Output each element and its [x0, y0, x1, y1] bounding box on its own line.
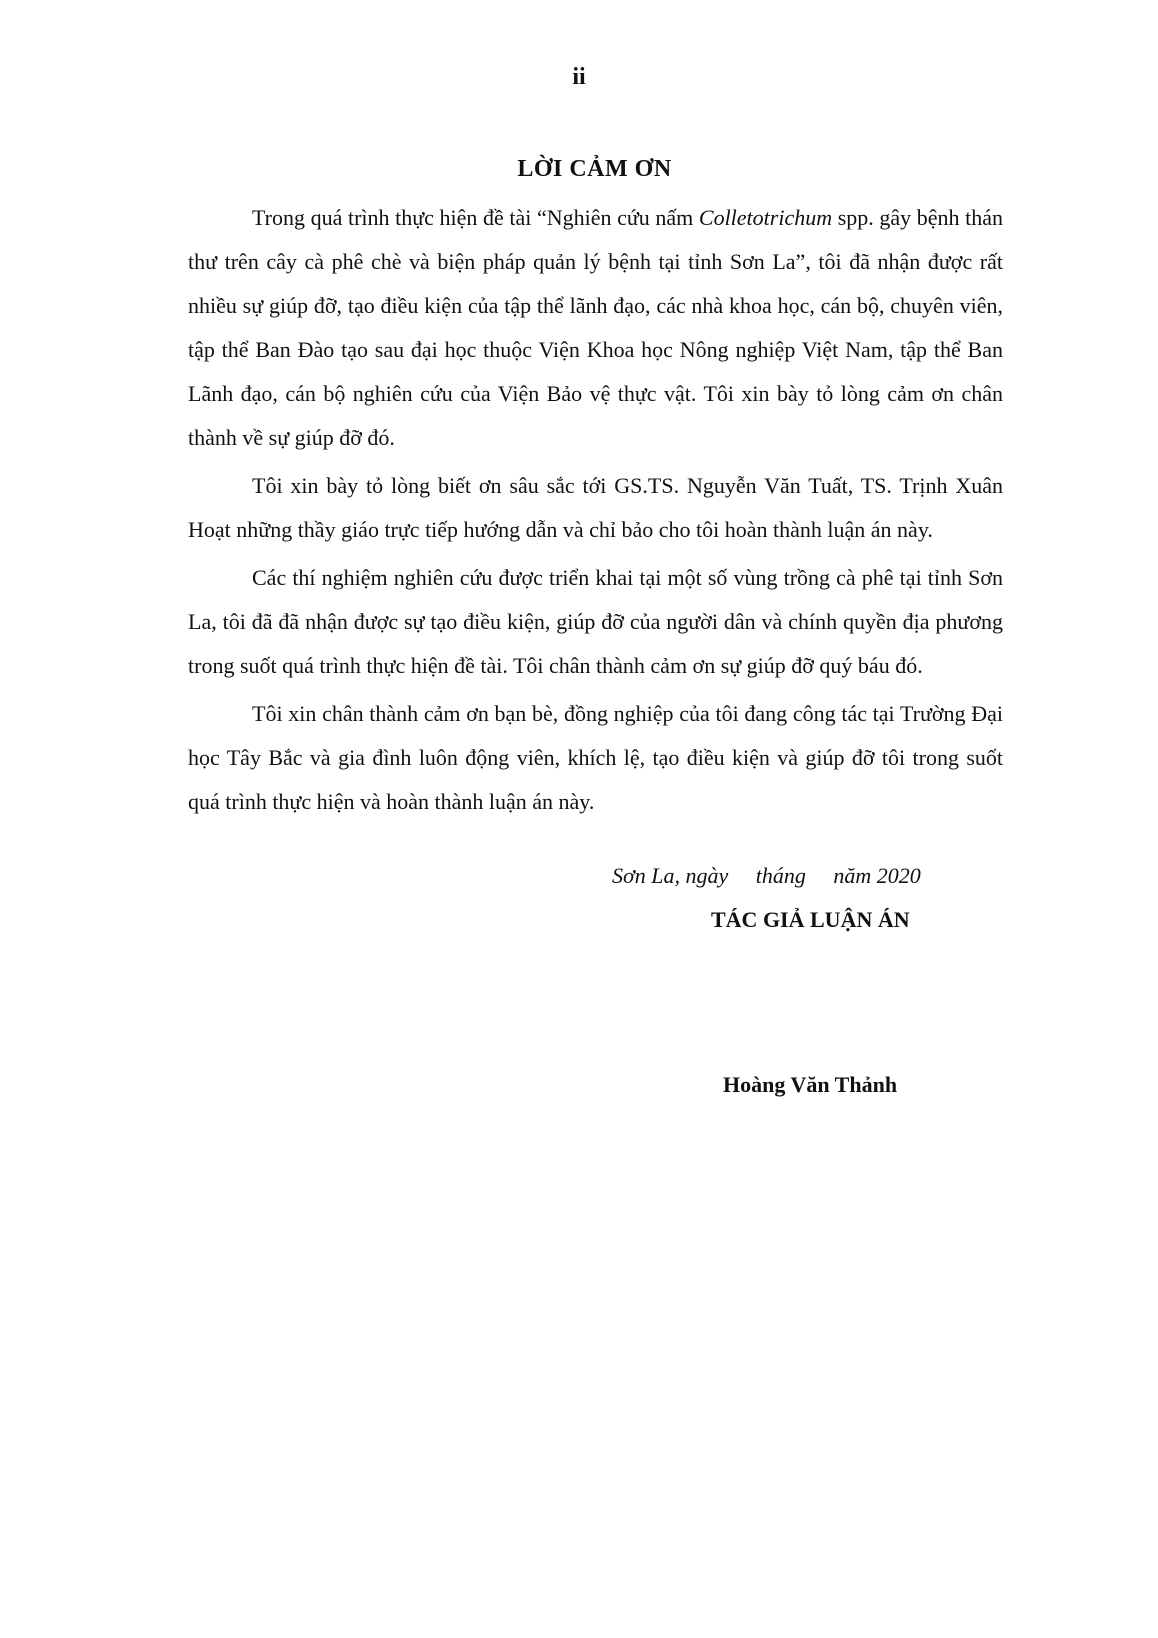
paragraph-1-text-end: spp. gây bệnh thán thư trên cây cà phê chè và biện pháp quản lý bệnh tại tỉnh Sơn La”, tôi đã nhận được rất nhiều sự giúp đỡ, tạo điều kiện của tập thể lãnh đạo, các nhà khoa học, cán bộ, chuyên viên, tập thể Ban Đào tạo sau đại học thuộc Viện Khoa học Nông nghiệp Việt Nam, tập thể Ban Lãnh đạo, cán bộ nghiên cứu của Viện Bảo vệ thực vật. Tôi xin bày tỏ lòng cảm ơn chân thành về sự giúp đỡ đó. [188, 205, 1003, 450]
page-title: LỜI CẢM ƠN [517, 156, 672, 182]
author-label: TÁC GIẢ LUẬN ÁN [711, 907, 910, 932]
page-number: ii [572, 64, 586, 90]
author-name: Hoàng Văn Thảnh [723, 1072, 898, 1097]
paragraph-1-text-start: Trong quá trình thực hiện đề tài “Nghiên cứu nấm [252, 205, 699, 230]
paragraph-3: Các thí nghiệm nghiên cứu được triển khai tại một số vùng trồng cà phê tại tỉnh Sơn La, tôi đã đã nhận được sự tạo điều kiện, giúp đỡ của người dân và chính quyền địa phương trong suốt quá trình thực hiện đề tài. Tôi chân thành cảm ơn sự giúp đỡ quý báu đó. [188, 565, 1003, 678]
species-name: Colletotrichum [698, 205, 833, 230]
acknowledgement-body [188, 196, 1003, 828]
date-line: Sơn La, ngày tháng năm 2020 [612, 863, 921, 888]
paragraph-4: Tôi xin chân thành cảm ơn bạn bè, đồng nghiệp của tôi đang công tác tại Trường Đại học Tây Bắc và gia đình luôn động viên, khích lệ, tạo điều kiện và giúp đỡ tôi trong suốt quá trình thực hiện và hoàn thành luận án này. [188, 701, 1003, 814]
paragraph-2: Tôi xin bày tỏ lòng biết ơn sâu sắc tới GS.TS. Nguyễn Văn Tuất, TS. Trịnh Xuân Hoạt những thầy giáo trực tiếp hướng dẫn và chỉ bảo cho tôi hoàn thành luận án này. [188, 473, 1003, 542]
paragraph-1 [188, 196, 1003, 460]
